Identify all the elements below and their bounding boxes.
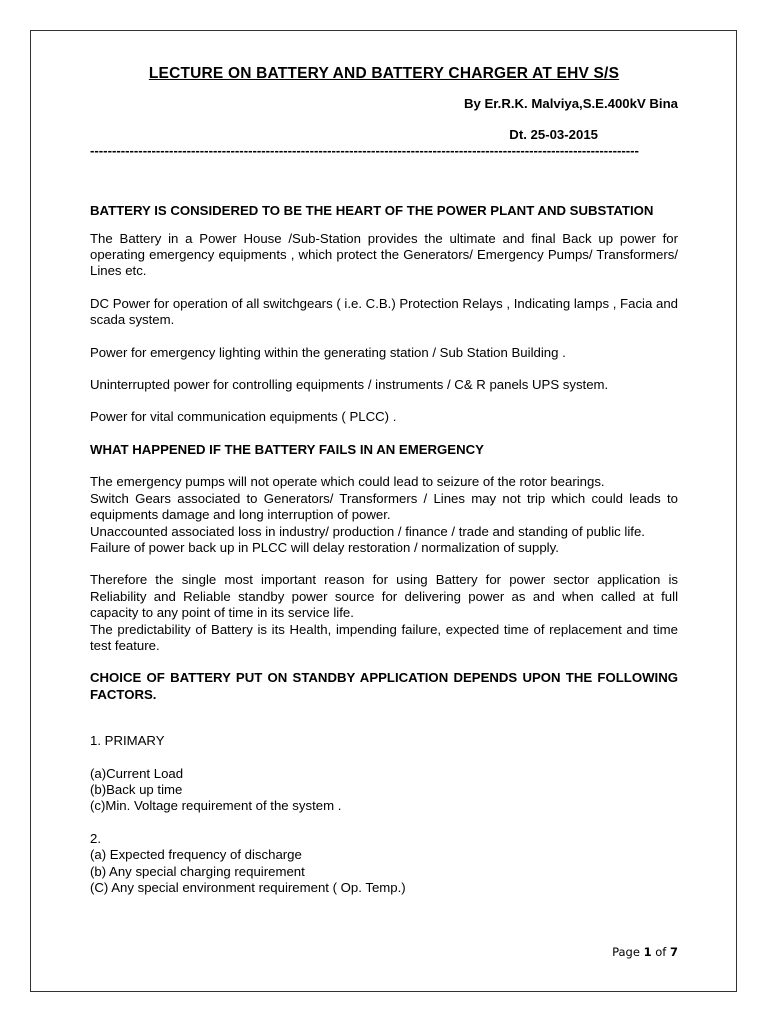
section-heading-battery-heart: BATTERY IS CONSIDERED TO BE THE HEART OF THE POWER PLANT AND SUBSTATION [90,203,654,219]
document-title: LECTURE ON BATTERY AND BATTERY CHARGER AT EHV S/S [148,65,620,82]
paragraph: The Battery in a Power House /Sub-Station provides the ultimate and final Back up power for operating emergency equipments , which protect the Generators/ Emergency Pumps/ Transformers/ Lines etc. [90,230,678,279]
list-item: (b) Any special charging requirement [90,863,305,879]
list-line: Unaccounted associated loss in industry/ production / finance / trade and standing of public life. [90,523,645,539]
paragraph: Therefore the single most important reason for using Battery for power sector application is Reliability and Reliable standby power source for delivering power as and when called at full capacity to any point of time in its service life. [90,572,678,621]
paragraph: Power for vital communication equipments ( PLCC) . [90,409,397,425]
page-current: 1 [643,945,652,959]
section-heading-battery-choice: CHOICE OF BATTERY PUT ON STANDBY APPLICATION DEPENDS UPON THE FOLLOWING FACTORS. [90,670,678,702]
paragraph: DC Power for operation of all switchgears ( i.e. C.B.) Protection Relays , Indicating lamps , Facia and scada system. [90,295,678,328]
of-word: of [655,945,667,959]
list-item: (C) Any special environment requirement ( Op. Temp.) [90,880,406,895]
second-label: 2. [90,830,101,846]
list-item: (a)Current Load [90,765,184,781]
list-item: (c)Min. Voltage requirement of the system . [90,798,342,814]
page-number [612,945,678,959]
paragraph: Power for emergency lighting within the generating station / Sub Station Building . [90,344,566,360]
paragraph: Uninterrupted power for controlling equipments / instruments / C& R panels UPS system. [90,377,609,393]
page-word: Page [612,945,640,959]
paragraph: The predictability of Battery is its Health, impending failure, expected time of replacement and time test feature. [90,621,678,653]
list-item: (a) Expected frequency of discharge [90,847,302,863]
primary-label: 1. PRIMARY [90,733,165,749]
author-byline: By Er.R.K. Malviya,S.E.400kV Bina [463,96,678,112]
document-body [90,66,678,896]
list-line: The emergency pumps will not operate which could lead to seizure of the rotor bearings. [90,474,605,490]
list-item: (b)Back up time [90,781,183,797]
page-total: 7 [669,945,678,959]
divider-line: ----------------------------------------------------------------------------------------------------------------------------- [90,145,639,158]
list-line: Failure of power back up in PLCC will delay restoration / normalization of supply. [90,539,559,555]
section-heading-battery-fails: WHAT HAPPENED IF THE BATTERY FAILS IN AN EMERGENCY [90,441,484,457]
list-line: Switch Gears associated to Generators/ Transformers / Lines may not trip which could leads to equipments damage and long interruption of power. [90,490,678,523]
document-date: Dt. 25-03-2015 [509,126,598,142]
